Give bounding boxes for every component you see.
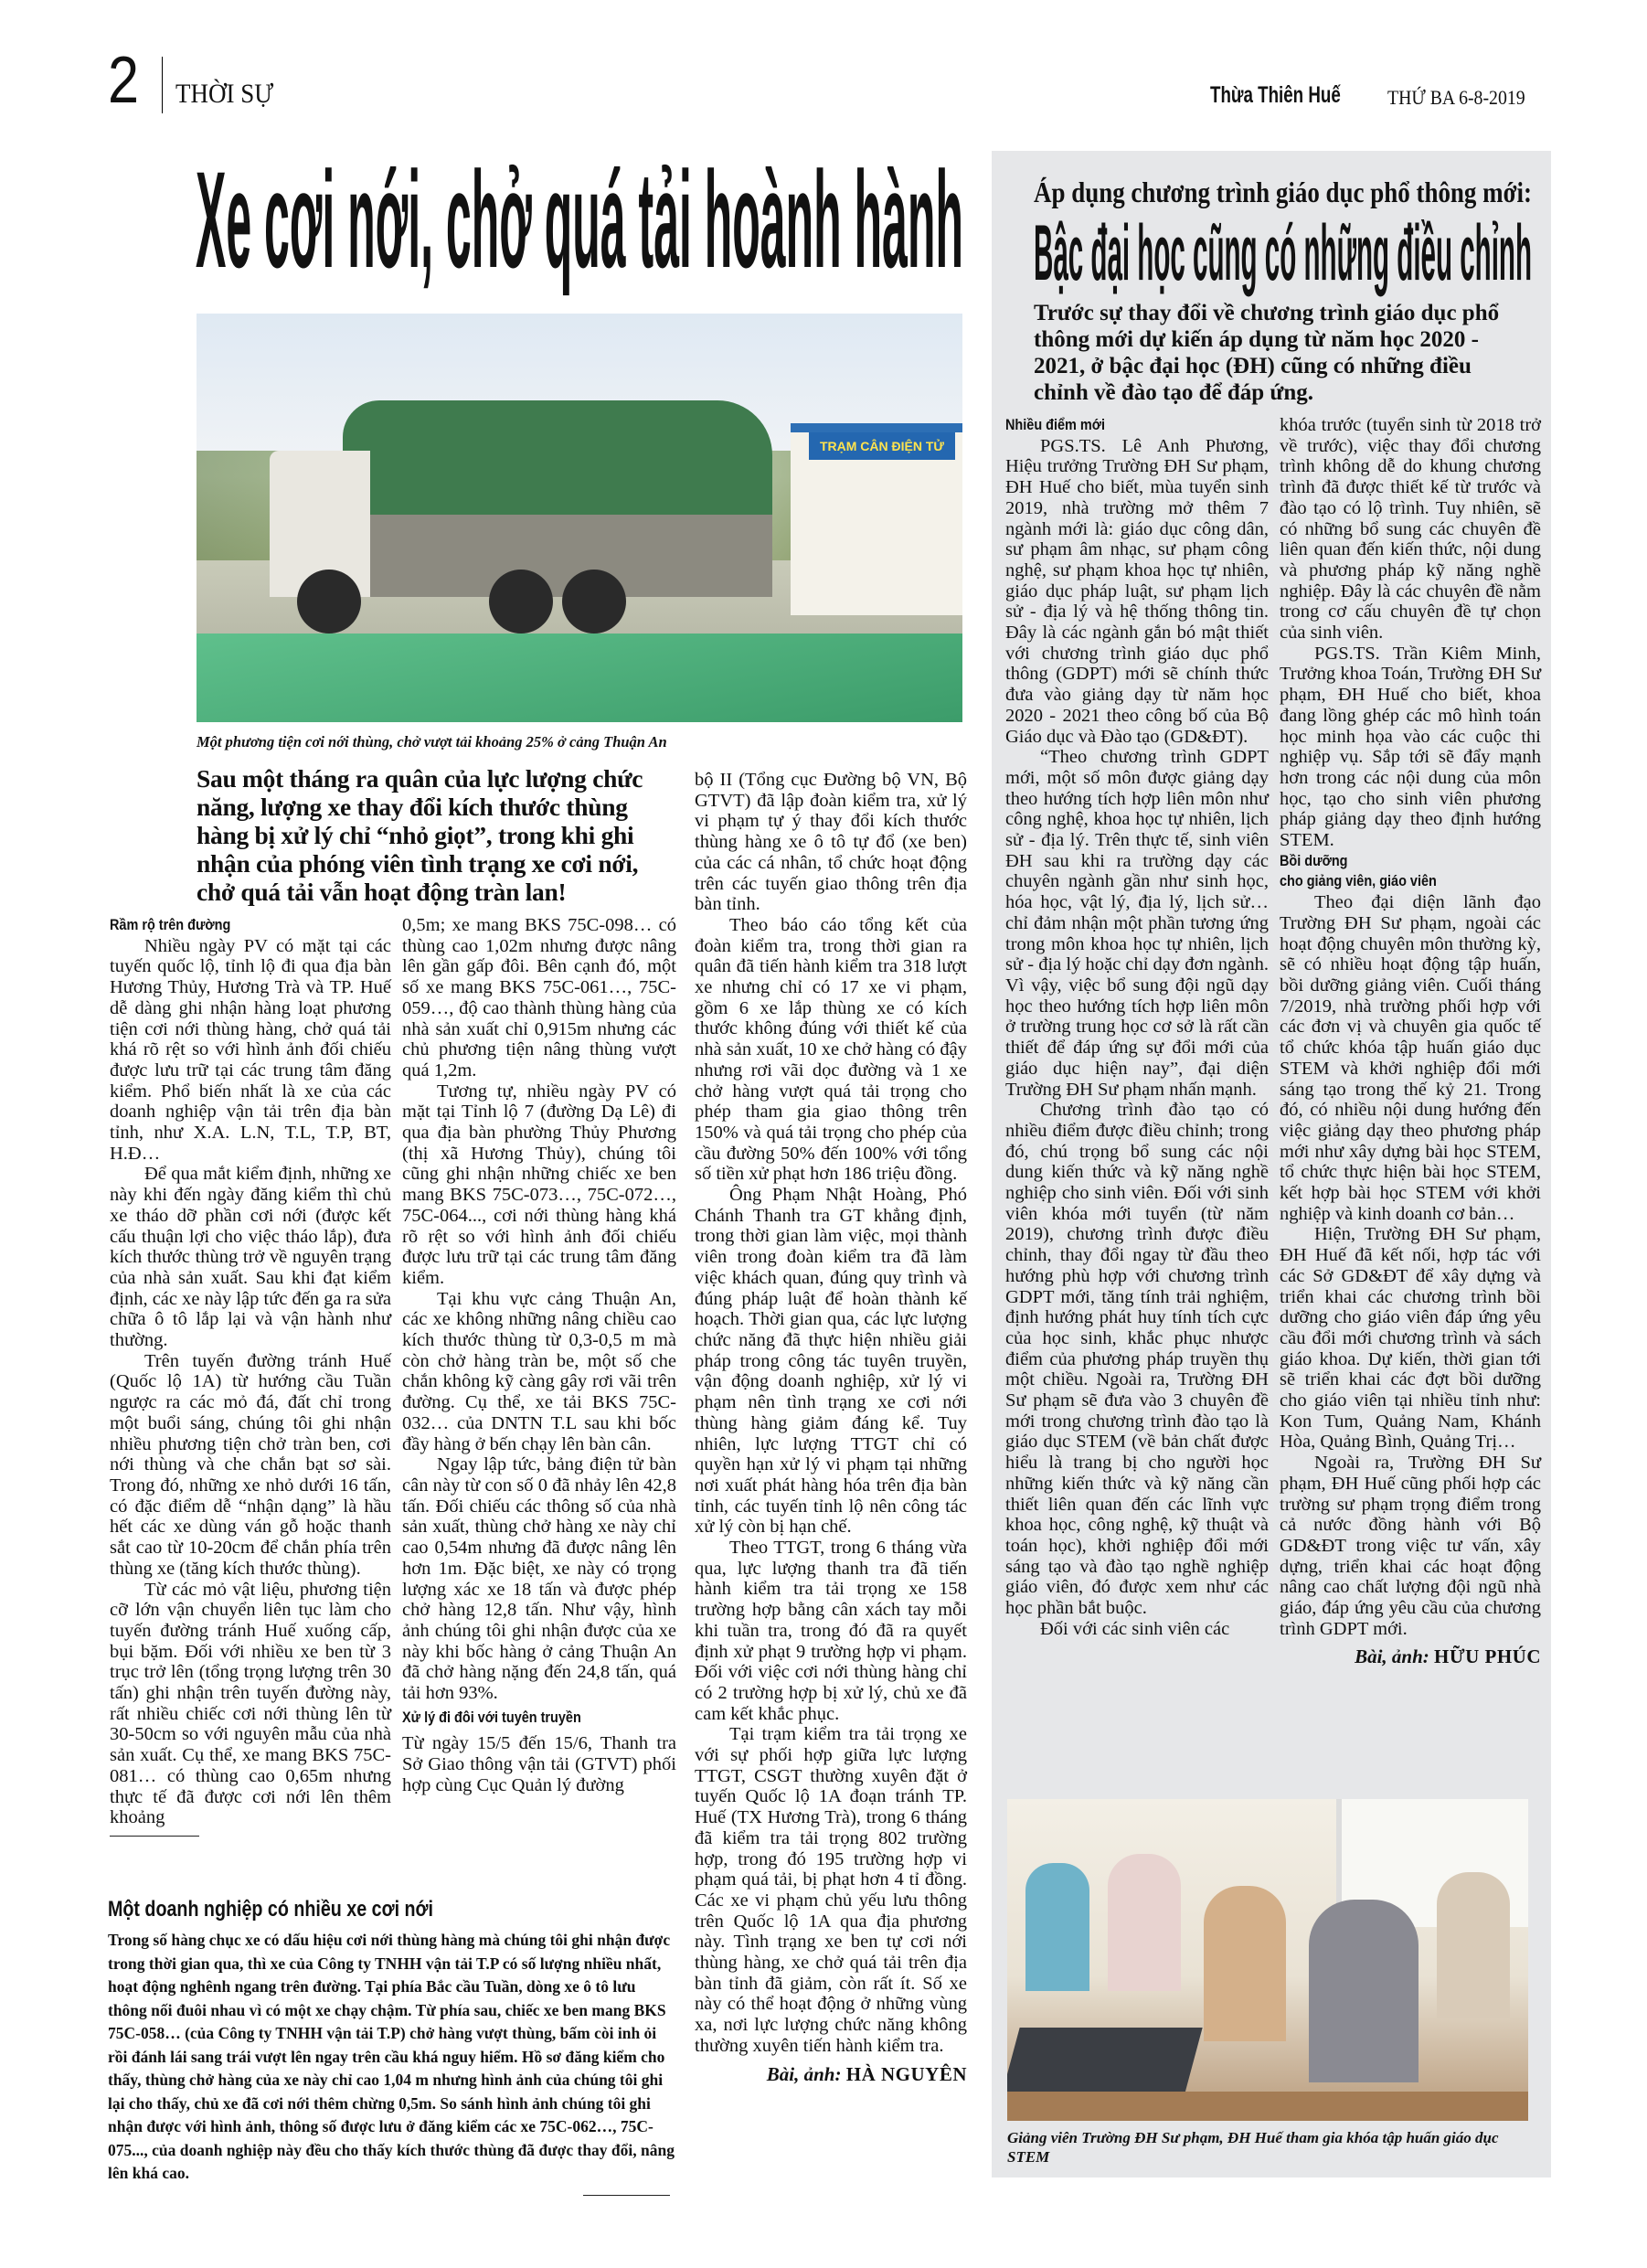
paragraph: Theo báo cáo tổng kết của đoàn kiểm tra, trong thời gian ra quân đã tiến hành kiểm tra 318 lượt xe nhưng chỉ có 17 xe vi phạm, gồm 6 xe lắp thùng xe có kích thước không đúng với thiết kế của nhà sản xuất, 10 xe chở hàng có đậy nhưng rơi vãi dọc đường và 1 xe chở hàng vượt quá tải trọng cho phép tham gia giao thông trên 150% và quá tải trọng cho phép của cầu đường 50% đến 100% với tổng số tiền xử phạt hơn 186 triệu đồng. xyxy=(695,914,967,1185)
truck-wheel xyxy=(489,570,553,634)
right-headline-box xyxy=(1034,209,1647,297)
left-headline: Xe cơi nới, chở quá tải hoành hành xyxy=(196,143,963,296)
person xyxy=(1437,1872,1510,2018)
paragraph: PGS.TS. Lê Anh Phương, Hiệu trưởng Trường ĐH Sư phạm, ĐH Huế cho biết, mùa tuyển sinh 2019, nhà trường mở thêm 7 ngành mới là: giáo dục công dân, sư phạm âm nhạc, sư phạm công nghệ, sư phạm khoa học tự nhiên, giáo dục pháp luật, sư phạm lịch sử - địa lý và hệ thống thông tin. Đây là các ngành gắn bó mật thiết với chương trình giáo dục phổ thông (GDPT) mới sẽ chính thức đưa vào giảng dạy từ năm học 2020 - 2021 theo công bố của Bộ Giáo dục và Đào tạo (GD&ĐT). xyxy=(1005,435,1269,747)
truck-wheel xyxy=(297,570,361,634)
paragraph: Trên tuyến đường tránh Huế (Quốc lộ 1A) từ hướng cầu Tuần ngược ra các mỏ đá, đất chỉ trong một buổi sáng, chúng tôi ghi nhận nhiều phương tiện chở tràn ben, cơi nới thùng và che chắn bạt sơ sài. Trong đó, những xe nhỏ dưới 16 tấn, có đặc điểm dễ “nhận dạng” là hầu hết các xe dùng ván gỗ hoặc thanh sắt cao từ 10-20cm để chắn phía trên thùng xe (tăng kích thước thùng). xyxy=(110,1350,391,1579)
page-number: 2 xyxy=(108,44,140,117)
left-column-3 xyxy=(695,770,967,2084)
right-kicker-box xyxy=(1034,174,1625,210)
paragraph: “Theo chương trình GDPT mới, một số môn được giảng dạy theo hướng tích hợp liên môn như công nghệ, khoa học tự nhiên, lịch sử - địa lý. Trên thực tế, sinh viên ĐH sau khi ra trường dạy các chuyên ngành gần như sinh học, hóa học, vật lý, địa lý, lịch sử… chỉ đảm nhận một phần tương ứng trong môn khoa học tự nhiên, lịch sử - địa lý hoặc chỉ dạy đơn ngành. Vì vậy, việc bổ sung đội ngũ dạy học theo hướng tích hợp liên môn ở trường trung học cơ sở là rất cần thiết để đáp ứng sự đổi mới của giáo dục hiện nay”, đại diện Trường ĐH Sư phạm nhấn mạnh. xyxy=(1005,747,1269,1100)
paragraph: Tại trạm kiểm tra tải trọng xe với sự phối hợp giữa lực lượng TTGT, CSGT thường xuyên đặt ở tuyến Quốc lộ 1A đoạn tránh TP. Huế (TX Hương Trà), trong 6 tháng đã kiểm tra tải trọng 802 trường hợp, trong đó 195 trường hợp vi phạm quá tải, bị phạt hơn 4 tỉ đồng. Các xe vi phạm chủ yếu lưu thông trên Quốc lộ 1A qua địa phương này. Tình trạng xe ben tự cơi nới thùng hàng, xe chở quá tải trên địa bàn tỉnh đã giảm, còn rất ít. Số xe này có thể hoạt động ở những vùng xa, nơi lực lượng chức năng không thường xuyên tiến hành kiểm tra. xyxy=(695,1724,967,2056)
left-lead: Sau một tháng ra quân của lực lượng chức năng, lượng xe thay đổi kích thước thùng hàng bị xử lý chỉ “nhỏ giọt”, trong khi ghi nhận của phóng viên tình trạng xe cơi nới, chở quá tải vẫn hoạt động tràn lan! xyxy=(197,764,643,906)
issue-date: THỨ BA 6-8-2019 xyxy=(1387,86,1525,109)
paragraph: Ông Phạm Nhật Hoàng, Phó Chánh Thanh tra GT khẳng định, trong thời gian làm việc, mọi thành viên trong đoàn kiểm tra đã làm việc khách quan, đúng quy trình và đúng pháp luật để hoàn thành kế hoạch. Thời gian qua, các lực lượng chức năng đã thực hiện nhiều giải pháp trong công tác tuyên truyền, vận động doanh nghiệp, xử lý vi phạm nên tình trạng xe cơi nới thùng hàng giảm đáng kể. Tuy nhiên, lực lượng TTGT chỉ có quyền hạn xử lý vi phạm tại những nơi xuất phát hàng hóa trên địa bàn tỉnh, các tuyến tỉnh lộ nên công tác xử lý còn bị hạn chế. xyxy=(695,1185,967,1538)
desk xyxy=(1007,2092,1528,2121)
subhead-ram-ro: Rầm rộ trên đường xyxy=(110,916,231,933)
right-headline: Bậc đại học cũng có những điều chỉnh xyxy=(1034,209,1532,297)
byline-author: HÀ NGUYÊN xyxy=(845,2062,967,2085)
paragraph: Nhiều ngày PV có mặt tại các tuyến quốc lộ, tỉnh lộ đi qua địa bàn Hương Thủy, Hương Trà và TP. Huế dễ dàng ghi nhận hàng loạt phương tiện cơi nới thùng hàng, chở quá tải khá rõ rệt so với hình ảnh đối chiếu được lưu trữ tại các trung tâm đăng kiểm. Phổ biến nhất là xe của các doanh nghiệp vận tải trên địa bàn tỉnh, như X.A. L.N, T.L, T.P, BT, H.Đ… xyxy=(110,935,391,1164)
weighbridge xyxy=(197,634,962,722)
station-sign: TRẠM CÂN ĐIỆN TỬ xyxy=(809,432,955,460)
paragraph: bộ II (Tổng cục Đường bộ VN, Bộ GTVT) đã lập đoàn kiểm tra, xử lý vi phạm tự ý thay đổi kích thước thùng hàng xe ô tô tự đổ (xe ben) của các cá nhân, tổ chức hoạt động trên các tuyến giao thông trên địa bàn tỉnh. xyxy=(695,770,967,915)
classroom-photo xyxy=(1007,1799,1528,2121)
truck-photo-caption: Một phương tiện cơi nới thùng, chở vượt tải khoảng 25% ở cảng Thuận An xyxy=(197,733,667,751)
paragraph: Tại khu vực cảng Thuận An, các xe không những nâng chiều cao kích thước thùng từ 0,3-0,5 m mà còn chở hàng tràn be, một số che chắn không kỹ càng gây rơi vãi trên đường. Cụ thể, xe tải BKS 75C-032… của DNTN T.L sau khi bốc đầy hàng ở bến chạy lên bàn cân. xyxy=(402,1288,676,1454)
paragraph: Ngoài ra, Trường ĐH Sư phạm, ĐH Huế cũng phối hợp các trường sư phạm trọng điểm trong cả nước đồng hành với Bộ GD&ĐT trong việc tư vấn, xây dựng, triển khai các hoạt động nâng cao chất lượng đội ngũ nhà giáo, đáp ứng yêu cầu của chương trình GDPT mới. xyxy=(1280,1453,1541,1639)
column-end-rule xyxy=(110,1836,199,1837)
subhead-boi-duong-2: cho giảng viên, giáo viên xyxy=(1280,872,1437,890)
classroom-photo-caption: Giảng viên Trường ĐH Sư phạm, ĐH Huế tham gia khóa tập huấn giáo dục STEM xyxy=(1007,2129,1499,2166)
paragraph: Chương trình đào tạo có nhiều điểm được điều chỉnh; trong đó, chú trọng bổ sung các nội dung kiến thức và kỹ năng nghề nghiệp cho sinh viên. Đối với sinh viên khóa mới tuyển (từ năm 2019), chương trình được điều chỉnh, thay đổi ngay từ đầu theo hướng phù hợp với chương trình GDPT mới, tăng tính trải nghiệm, định hướng phát huy tính tích cực của học sinh, khắc phục nhược điểm của phương pháp truyền thụ một chiều. Ngoài ra, Trường ĐH Sư phạm sẽ đưa vào 3 chuyên đề mới trong chương trình đào tạo là giáo dục STEM (về bản chất được hiểu là trang bị cho người học những kiến thức và kỹ năng cần thiết liên quan đến các lĩnh vực khoa học, công nghệ, kỹ thuật và toán học), khởi nghiệp đổi mới sáng tạo và đào tạo nghề nghiệp giáo viên, đó được xem như các học phần bắt buộc. xyxy=(1005,1100,1269,1619)
subhead-nhieu-diem-moi: Nhiều điểm mới xyxy=(1005,416,1106,433)
paragraph: Theo đại diện lãnh đạo Trường ĐH Sư phạm, ngoài các hoạt động chuyên môn thường kỳ, sẽ có nhiều hoạt động tập huấn, bồi dưỡng giảng viên. Cuối tháng 7/2019, nhà trường phối hợp với các đơn vị và chuyên gia quốc tế tổ chức khóa tập huấn giáo dục STEM và khởi nghiệp đổi mới sáng tạo trong thế kỷ 21. Trong đó, có nhiều nội dung hướng đến việc giảng dạy theo phương pháp mới như xây dựng bài học STEM, tổ chức thực hiện bài học STEM, kết hợp bài học STEM với khởi nghiệp và kinh doanh cơ bản… xyxy=(1280,892,1541,1224)
left-column-2 xyxy=(402,915,676,1796)
right-lead: Trước sự thay đổi về chương trình giáo dục phổ thông mới dự kiến áp dụng từ năm học 2020 - 2021, ở bậc đại học (ĐH) cũng có những điều chỉnh về đào tạo để đáp ứng. xyxy=(1034,301,1500,405)
section-name: THỜI SỰ xyxy=(175,79,274,109)
sidebar-box xyxy=(108,1894,678,2186)
subhead-boi-duong: Bồi dưỡng xyxy=(1280,851,1348,869)
paragraph: Hiện, Trường ĐH Sư phạm, ĐH Huế đã kết nối, hợp tác với các Sở GD&ĐT để xây dựng và triển khai các chương trình bồi dưỡng cho giáo viên đáp ứng yêu cầu đổi mới chương trình và sách giáo khoa. Dự kiến, thời gian tới sẽ triển khai các đợt bồi dưỡng cho giáo viên tại nhiều tỉnh như: Kon Tum, Quảng Nam, Khánh Hòa, Quảng Bình, Quảng Trị… xyxy=(1280,1224,1541,1453)
right-byline xyxy=(1280,1646,1541,1667)
page-header xyxy=(0,0,1647,128)
paragraph: Tương tự, nhiều ngày PV có mặt tại Tỉnh lộ 7 (đường Dạ Lê) đi qua địa bàn phường Thủy Phương (thị xã Hương Thủy), chúng tôi cũng ghi nhận những chiếc xe ben mang BKS 75C-073…, 75C-072…, 75C-064..., cơi nới thùng hàng khá rõ rệt so với hình ảnh đối chiếu được lưu trữ tại các trung tâm đăng kiểm. xyxy=(402,1081,676,1288)
box-title: Một doanh nghiệp có nhiều xe cơi nới xyxy=(108,1897,433,1922)
masthead: Thừa Thiên Huế xyxy=(1210,82,1341,108)
right-column-b xyxy=(1280,415,1541,1667)
truck-body xyxy=(352,515,772,597)
byline-label: Bài, ảnh: xyxy=(766,2062,842,2085)
subhead-xu-ly: Xử lý đi đôi với tuyên truyền xyxy=(402,1708,581,1726)
right-kicker: Áp dụng chương trình giáo dục phổ thông mới: xyxy=(1034,176,1532,208)
right-column-a xyxy=(1005,415,1269,1639)
truck-wheel xyxy=(562,570,626,634)
paragraph: Từ ngày 15/5 đến 15/6, Thanh tra Sở Giao thông vận tải (GTVT) phối hợp cùng Cục Quản lý đường xyxy=(402,1733,676,1795)
paragraph: 0,5m; xe mang BKS 75C-098… có thùng cao 1,02m nhưng được nâng lên gần gấp đôi. Bên cạnh đó, một số xe mang BKS 75C-061…, 75C-059…, độ cao thành thùng hàng của nhà sản xuất chỉ 0,915m nhưng các chủ phương tiện nâng thùng vượt quá 1,2m. xyxy=(402,915,676,1081)
person xyxy=(1025,1863,1089,1991)
person xyxy=(1204,1886,1286,2041)
header-divider xyxy=(162,57,163,113)
paragraph: PGS.TS. Trần Kiêm Minh, Trưởng khoa Toán, Trường ĐH Sư phạm, ĐH Huế cho biết, khoa đang lồng ghép các mô hình toán học minh họa vào các cuộc thi nghiệp vụ. Sắp tới sẽ đẩy mạnh hơn trong các nội dung của môn học, tạo cho sinh viên phương pháp giảng dạy theo định hướng STEM. xyxy=(1280,643,1541,851)
paragraph: Ngay lập tức, bảng điện tử bàn cân này từ con số 0 đã nhảy lên 42,8 tấn. Đối chiếu các thông số của nhà sản xuất, thùng chở hàng xe này chỉ cao 0,54m nhưng đã được nâng lên hơn 1m. Đặc biệt, xe này có trọng lượng xác xe 18 tấn và được phép chở hàng 12,8 tấn. Như vậy, hình ảnh chúng tôi ghi nhận được của xe này khi bốc hàng ở cảng Thuận An đã chở hàng nặng đến 24,8 tấn, quá tải hơn 93%. xyxy=(402,1454,676,1704)
left-byline xyxy=(695,2064,967,2085)
byline-author: HỮU PHÚC xyxy=(1434,1645,1541,1668)
truck-photo xyxy=(197,314,962,722)
byline-label: Bài, ảnh: xyxy=(1355,1645,1429,1668)
box-end-rule xyxy=(583,2195,670,2196)
left-column-1 xyxy=(110,915,391,1828)
paragraph: khóa trước (tuyển sinh từ 2018 trở về trước), việc thay đổi chương trình không dễ do khung chương trình đã được thiết kế từ trước và đào tạo có lộ trình. Tuy nhiên, sẽ có những bổ sung các chuyên đề liên quan đến kiến thức, nội dung và phương pháp kỹ năng nghề nghiệp. Đây là các chuyên đề nằm trong cơ cấu chuyên đề tự chọn của sinh viên. xyxy=(1280,415,1541,644)
box-text: Trong số hàng chục xe có dấu hiệu cơi nới thùng hàng mà chúng tôi ghi nhận được trong thời gian qua, thì xe của Công ty TNHH vận tải T.P có số lượng nhiều nhất, hoạt động nghênh ngang trên đường. Tại phía Bắc cầu Tuần, dòng xe ô tô lưu thông nối đuôi nhau vì có một xe chạy chậm. Từ phía sau, chiếc xe ben mang BKS 75C-058… (của Công ty TNHH vận tải T.P) chở hàng vượt thùng, bấm còi inh ỏi rồi đánh lái sang trái vượt lên ngay trên cầu khá nguy hiểm. Hồ sơ đăng kiểm cho thấy, thùng chở hàng của xe này chỉ cao 1,04 m nhưng hình ảnh của chúng tôi ghi lại cho thấy, chủ xe đã cơi nới thêm chừng 0,5m. So sánh hình ảnh chúng tôi ghi nhận được với hình ảnh, thông số được lưu ở đăng kiểm các xe 75C-062…, 75C-075..., của doanh nghiệp này đều cho thấy kích thước thùng đã được thay đổi, nâng lên khá cao. xyxy=(108,1931,675,2182)
person xyxy=(1309,1900,1419,2082)
person xyxy=(1108,1854,1181,1991)
paragraph: Đối với các sinh viên các xyxy=(1040,1618,1230,1639)
paragraph: Theo TTGT, trong 6 tháng vừa qua, lực lượng thanh tra đã tiến hành kiểm tra tải trọng xe 158 trường hợp bằng cân xách tay mỗi khi tuần tra, trong đó đã ra quyết định xử phạt 9 trường hợp vi phạm. Đối với việc cơi nới thùng hàng chỉ có 2 trường hợp bị xử lý, chủ xe đã cam kết khắc phục. xyxy=(695,1538,967,1724)
paragraph: Để qua mắt kiểm định, những xe này khi đến ngày đăng kiểm thì chủ xe tháo dỡ phần cơi nới (được kết cấu thuận lợi cho việc tháo lắp), đưa kích thước thùng trở về nguyên trạng của nhà sản xuất. Sau khi đạt kiểm định, các xe này lập tức đến ga ra sửa chữa ô tô lắp lại và vận hành như thường. xyxy=(110,1164,391,1351)
paragraph: Từ các mỏ vật liệu, phương tiện cỡ lớn vận chuyển liên tục làm cho tuyến đường tránh Huế xuống cấp, bụi bặm. Đối với nhiều xe ben từ 3 trục trở lên (tổng trọng lượng trên 30 tấn) ghi nhận trên tuyến đường này, rất nhiều chiếc cơi nới thùng lên từ 30-50cm so với nguyên mẫu của nhà sản xuất. Cụ thể, xe mang BKS 75C-081… có thùng cao 0,65m nhưng thực tế đã được cơi nới lên thêm khoảng xyxy=(110,1579,391,1828)
